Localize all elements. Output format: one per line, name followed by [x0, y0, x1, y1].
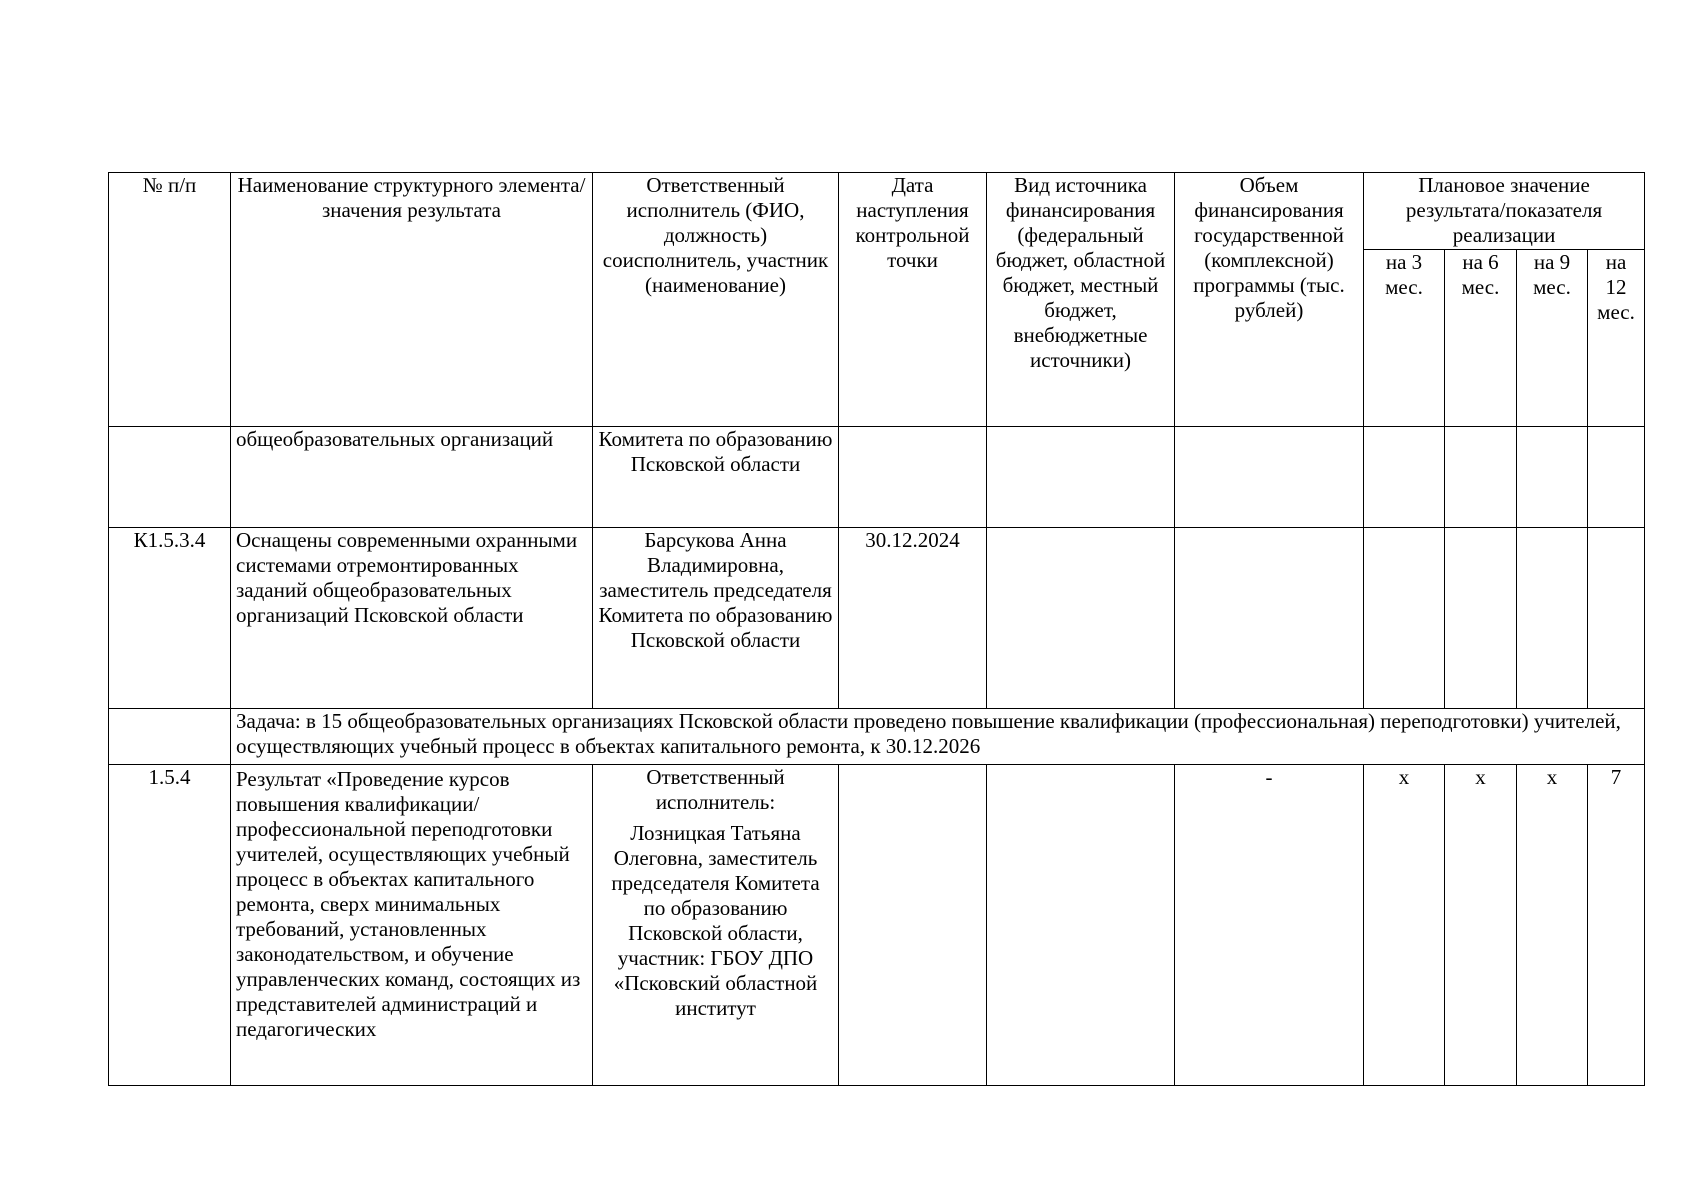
row-m12: 7 [1588, 765, 1645, 1086]
row-volume [1175, 427, 1364, 528]
row-volume: - [1175, 765, 1364, 1086]
row-m12 [1588, 528, 1645, 709]
row-date: 30.12.2024 [839, 528, 987, 709]
table-row [109, 528, 1645, 709]
row-name: Оснащены современными охранными системами отремонтированных заданий общеобразовательных организаций Псковской области [231, 528, 593, 709]
row-responsible: Лозницкая Татьяна Олеговна, заместитель председателя Комитета по образованию Псковской области, участник: ГБОУ ДПО «Псковский областной институт [611, 821, 820, 1020]
row-m6: x [1445, 765, 1517, 1086]
row-m9 [1517, 528, 1588, 709]
table-row [109, 427, 1645, 528]
row-m3: x [1364, 765, 1445, 1086]
header-m6: на 6 мес. [1445, 250, 1517, 427]
row-date [839, 427, 987, 528]
header-responsible: Ответственный исполнитель (ФИО, должность) соисполнитель, участник (наименование) [593, 173, 839, 427]
task-row [109, 709, 1645, 765]
row-source [987, 528, 1175, 709]
header-source: Вид источника финансирования (федеральный бюджет, областной бюджет, местный бюджет, внебюджетные источники) [987, 173, 1175, 427]
responsible-label: Ответственный исполнитель: [646, 765, 785, 814]
header-date: Дата наступления контрольной точки [839, 173, 987, 427]
row-m3 [1364, 427, 1445, 528]
row-m9: x [1517, 765, 1588, 1086]
row-name: общеобразовательных организаций [231, 427, 593, 528]
header-name: Наименование структурного элемента/ значения результата [231, 173, 593, 427]
row-responsible: Комитета по образованию Псковской области [593, 427, 839, 528]
row-m12 [1588, 427, 1645, 528]
task-num [109, 709, 231, 765]
row-volume [1175, 528, 1364, 709]
task-text: Задача: в 15 общеобразовательных организациях Псковской области проведено повышение квалификации (профессиональная) переподготовки) учителей, осуществляющих учебный процесс в объектах капитального ремонта, к 30.12.2026 [231, 709, 1645, 765]
row-responsible-cell [593, 765, 839, 1086]
row-m6 [1445, 528, 1517, 709]
row-date [839, 765, 987, 1086]
header-m3: на 3 мес. [1364, 250, 1445, 427]
header-m9: на 9 мес. [1517, 250, 1588, 427]
row-num [109, 427, 231, 528]
row-m3 [1364, 528, 1445, 709]
header-planned: Плановое значение результата/показателя реализации [1364, 173, 1645, 250]
table-row [109, 765, 1645, 1086]
header-volume: Объем финансирования государственной (комплексной) программы (тыс. рублей) [1175, 173, 1364, 427]
header-m12: на 12 мес. [1588, 250, 1645, 427]
row-num: 1.5.4 [109, 765, 231, 1086]
row-m9 [1517, 427, 1588, 528]
implementation-plan-table [108, 172, 1645, 1086]
table-header-row [109, 173, 1645, 250]
row-num: К1.5.3.4 [109, 528, 231, 709]
header-num: № п/п [109, 173, 231, 427]
row-responsible: Барсукова Анна Владимировна, заместитель председателя Комитета по образованию Псковской области [593, 528, 839, 709]
row-source [987, 765, 1175, 1086]
row-m6 [1445, 427, 1517, 528]
row-source [987, 427, 1175, 528]
row-name: Результат «Проведение курсов повышения квалификации/профессиональной переподготовки учителей, осуществляющих учебный процесс в объектах капитального ремонта, сверх минимальных требований, установленных законодательством, и обучение управленческих команд, состоящих из представителей администраций и педагогических [231, 765, 593, 1086]
